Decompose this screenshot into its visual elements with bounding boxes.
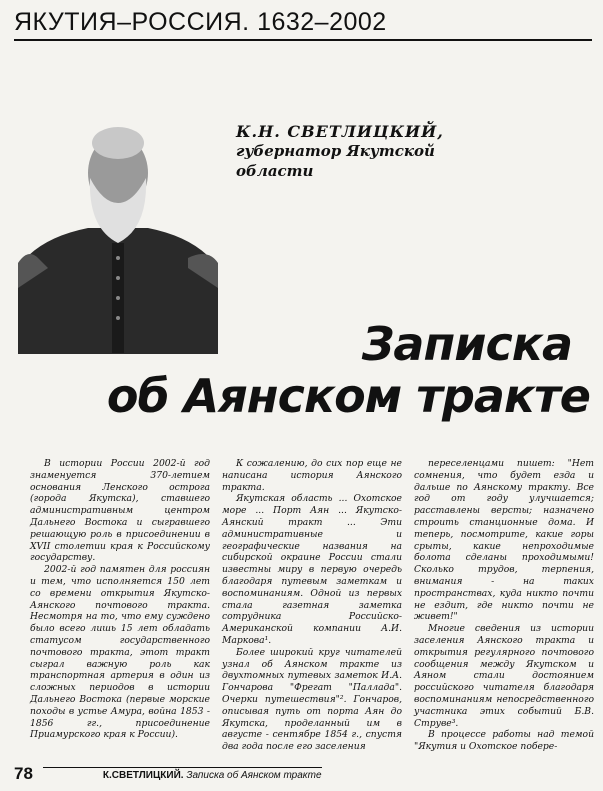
paragraph: Более широкий круг читателей узнал об Аянском тракте из двухтомных путевых заметок И.А. Гончарова "Фрегат "Паллада". Очерки путешествия"². Гончаров, описывая путь от порта Аян до Якутска, проделанный им в августе - сентябре 1854 г., спустя два года после его заселения <box>222 646 402 753</box>
running-header: ЯКУТИЯ–РОССИЯ. 1632–2002 <box>14 8 592 41</box>
author-position-line2: области <box>236 162 314 180</box>
paragraph: Многие сведения из истории заселения Аянского тракта и открытия регулярного почтового сообщения между Якутском и Аяном стали достоянием российского читателя благодаря воспоминаниям непосредственного участника этих событий Б.В. Струве³. <box>414 623 594 729</box>
footer-title: Записка об Аянском тракте <box>186 770 322 781</box>
paragraph: переселенцами пишет: "Нет сомнения, что будет езда и дальше по Аянскому тракту. Все год от году улучшается; расставлены версты; назначено строить станционные дома. И теперь, посмотрите, какие горы срыты, какие непроходимые болота сделаны проходимыми! Сколько трудов, терпения, внимания - на таких пространствах, куда никто почти не ездит, где никто почти не живет!" <box>414 458 594 623</box>
paragraph: В процессе работы над темой "Якутия и Охотское побере- <box>414 729 594 753</box>
column-1 <box>30 458 210 758</box>
article-title-line1: Записка <box>361 317 572 371</box>
author-block <box>236 122 496 181</box>
column-2 <box>222 458 402 758</box>
author-portrait <box>18 118 218 354</box>
author-name: К.Н. СВЕТЛИЦКИЙ, <box>236 122 444 141</box>
author-position-line1: губернатор Якутской <box>236 142 435 160</box>
page-footer <box>14 764 594 784</box>
paragraph: 2002-й год памятен для россиян и тем, что исполняется 150 лет со времени открытия Якутско-Аянского почтового тракта. Несмотря на то, что ему суждено было всего лишь 15 лет обладать статусом государственного почтового тракта, этот тракт сыграл важную роль как транспортная артерия в один из сложных периодов в истории Дальнего Востока (первые морские походы в устье Амура, война 1853 - 1856 гг., присоединение Приамурского края к России). <box>30 564 210 741</box>
column-3 <box>414 458 594 758</box>
paragraph: К сожалению, до сих пор еще не написана история Аянского тракта. <box>222 458 402 493</box>
article-body <box>30 458 596 758</box>
paragraph: Якутская область ... Охотское море ... Порт Аян ... Якутско-Аянский тракт ... Эти административные и географические названия на сибирской окраине России стали известны миру в первую очередь благодаря путевым заметкам и воспоминаниям. Одной из первых стала газетная заметка сотрудника Российско-Американской компании А.И. Маркова¹. <box>222 493 402 646</box>
article-title-line2: об Аянском тракте <box>106 369 590 423</box>
paragraph: В истории России 2002-й год знаменуется 370-летием основания Ленского острога (города Якутска), ставшего административным центром Дальнего Востока и сыгравшего решающую роль в присоединении в XVII столетии края к Российскому государству. <box>30 458 210 564</box>
footer-author: К.СВЕТЛИЦКИЙ. <box>102 770 184 781</box>
page-number: 78 <box>14 764 33 783</box>
footer-running-title <box>43 767 322 781</box>
article-title <box>106 317 590 423</box>
